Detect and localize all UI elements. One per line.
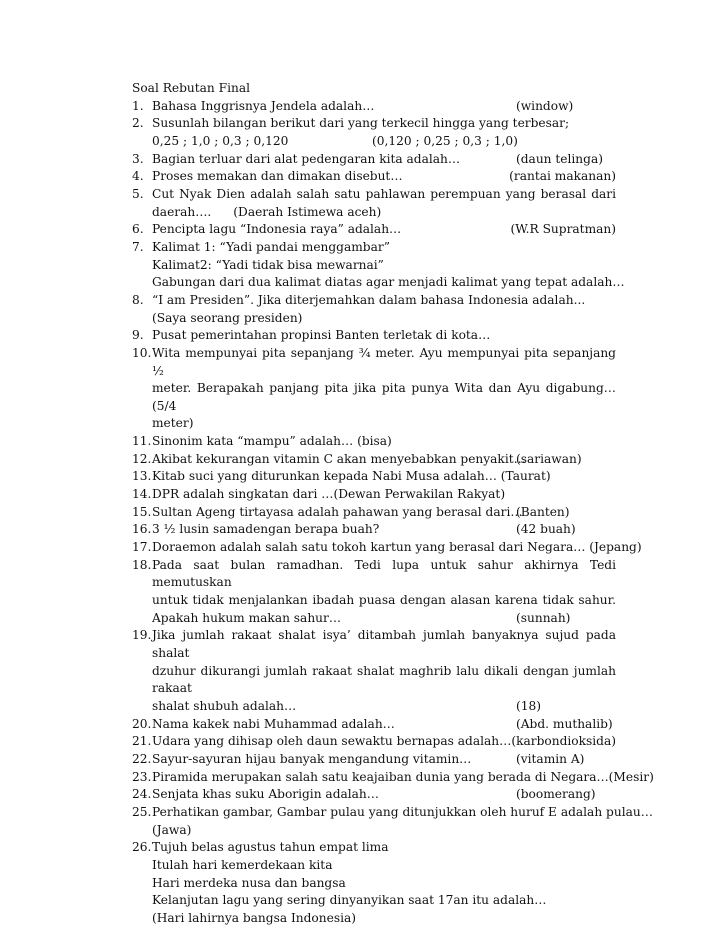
- question-17: [132, 539, 642, 557]
- question-22: [132, 751, 616, 769]
- question-number: 4.: [132, 169, 144, 184]
- question-text: “I am Presiden”. Jika diterjemahkan dalam bahasa Indonesia adalah...: [152, 292, 586, 307]
- question-number: 14.: [132, 487, 152, 502]
- question-number: 21.: [132, 734, 152, 749]
- question-14: [132, 486, 616, 504]
- question-15: [132, 504, 616, 522]
- lyric-line-1: Tujuh belas agustus tahun empat lima: [152, 840, 389, 855]
- question-text: Perhatikan gambar, Gambar pulau yang ditunjukkan oleh huruf E adalah pulau…: [152, 804, 653, 819]
- answer-text: (Banten): [516, 504, 570, 519]
- question-8: [132, 292, 616, 327]
- question-text: Pada saat bulan ramadhan. Tedi lupa untuk sahur akhirnya Tedi memutuskan: [152, 557, 616, 590]
- question-text: DPR adalah singkatan dari …(Dewan Perwakilan Rakyat): [152, 487, 506, 502]
- question-3: [132, 151, 616, 169]
- question-text: Kelanjutan lagu yang sering dinyanyikan saat 17an itu adalah…: [152, 893, 547, 908]
- lyric-line-2: Itulah hari kemerdekaan kita: [152, 857, 333, 872]
- question-12: [132, 451, 616, 469]
- question-number: 12.: [132, 451, 152, 466]
- question-text-cont: daerah….: [152, 204, 212, 219]
- question-11: [132, 433, 616, 451]
- question-number: 25.: [132, 804, 152, 819]
- question-text: Akibat kekurangan vitamin C akan menyebabkan penyakit…: [152, 451, 526, 466]
- question-text: Nama kakek nabi Muhammad adalah…: [152, 716, 395, 731]
- answer-text: (42 buah): [516, 522, 576, 537]
- answer-text: (rantai makanan): [509, 169, 616, 184]
- answer-text: (W.R Supratman): [510, 222, 616, 237]
- question-text: Sinonim kata “mampu” adalah… (bisa): [152, 434, 392, 449]
- answer-text: (Abd. muthalib): [516, 716, 613, 731]
- question-text: Kitab suci yang diturunkan kepada Nabi Musa adalah… (Taurat): [152, 469, 551, 484]
- answer-text: (boomerang): [516, 787, 596, 802]
- answer-text: (sunnah): [516, 610, 571, 625]
- question-text: Bagian terluar dari alat pedengaran kita adalah…: [152, 151, 461, 166]
- question-text-cont: meter. Berapakah panjang pita jika pita punya Wita dan Ayu digabung… (5/4: [152, 381, 616, 413]
- question-number: 11.: [132, 434, 152, 449]
- question-number: 20.: [132, 716, 152, 731]
- question-text: Cut Nyak Dien adalah salah satu pahlawan perempuan yang berasal dari: [152, 186, 616, 201]
- question-text: Pusat pemerintahan propinsi Banten terletak di kota…: [152, 328, 491, 343]
- question-number: 7.: [132, 239, 144, 254]
- question-text: Doraemon adalah salah satu tokoh kartun yang berasal dari Negara… (Jepang): [152, 540, 642, 555]
- answer-text: (karbondioksida): [511, 734, 616, 749]
- question-text: Piramida merupakan salah satu keajaiban dunia yang berada di Negara…(Mesir): [152, 769, 654, 784]
- question-text: Jika jumlah rakaat shalat isya’ ditambah jumlah banyaknya sujud pada shalat: [152, 628, 616, 660]
- question-1: [132, 98, 616, 116]
- question-number: 8.: [132, 292, 144, 307]
- question-number: 23.: [132, 769, 152, 784]
- question-6: [132, 221, 616, 239]
- question-10: [132, 345, 616, 433]
- question-number: 5.: [132, 186, 144, 201]
- question-number: 19.: [132, 628, 152, 643]
- question-text-cont: dzuhur dikurangi jumlah rakaat shalat maghrib lalu dikali dengan jumlah rakaat: [152, 663, 616, 696]
- question-number: 24.: [132, 787, 152, 802]
- question-20: [132, 716, 616, 734]
- question-number: 26.: [132, 840, 152, 855]
- question-13: [132, 468, 616, 486]
- question-number: 22.: [132, 751, 152, 766]
- question-text-end: shalat shubuh adalah…: [152, 698, 297, 713]
- question-number: 18.: [132, 557, 152, 572]
- answer-text: (0,120 ; 0,25 ; 0,3 ; 1,0): [372, 133, 518, 148]
- question-text-end: Apakah hukum makan sahur…: [152, 610, 342, 625]
- question-text: 3 ½ lusin samadengan berapa buah?: [152, 522, 380, 537]
- answer-text: (Saya seorang presiden): [152, 310, 303, 325]
- question-21: [132, 733, 616, 751]
- question-19: [132, 627, 616, 715]
- question-18: [132, 557, 616, 628]
- question-number: 3.: [132, 151, 144, 166]
- question-text: Udara yang dihisap oleh daun sewaktu bernapas adalah…: [152, 734, 512, 749]
- question-23: [132, 769, 654, 787]
- question-5: [132, 186, 616, 221]
- question-25: [132, 804, 653, 839]
- question-text: Susunlah bilangan berikut dari yang terkecil hingga yang terbesar;: [152, 116, 570, 131]
- question-text-cont: untuk tidak menjalankan ibadah puasa dengan alasan karena tidak sahur.: [152, 593, 616, 608]
- document-content: [132, 80, 654, 928]
- question-number: 15.: [132, 504, 152, 519]
- question-2: [132, 115, 616, 150]
- document-title: Soal Rebutan Final: [132, 81, 251, 95]
- question-text: Pencipta lagu “Indonesia raya” adalah…: [152, 222, 402, 237]
- question-line-1: Kalimat 1: “Yadi pandai menggambar”: [152, 239, 390, 254]
- question-4: [132, 168, 616, 186]
- answer-text: (window): [516, 98, 574, 113]
- question-text: Sultan Ageng tirtayasa adalah pahawan yang berasal dari…: [152, 504, 523, 519]
- question-number: 1.: [132, 98, 144, 113]
- question-text: Senjata khas suku Aborigin adalah…: [152, 787, 379, 802]
- question-list: [132, 98, 654, 928]
- question-line-2: Kalimat2: “Yadi tidak bisa mewarnai”: [152, 257, 384, 272]
- question-24: [132, 786, 616, 804]
- question-text: Sayur-sayuran hijau banyak mengandung vitamin…: [152, 751, 472, 766]
- question-numbers: 0,25 ; 1,0 ; 0,3 ; 0,120: [152, 133, 289, 148]
- answer-text: (daun telinga): [516, 151, 603, 166]
- question-9: [132, 327, 616, 345]
- question-text: Proses memakan dan dimakan disebut…: [152, 169, 403, 184]
- question-text: Wita mempunyai pita sepanjang ¾ meter. Ayu mempunyai pita sepanjang ½: [152, 345, 616, 378]
- question-number: 2.: [132, 116, 144, 131]
- question-text: Bahasa Inggrisnya Jendela adalah…: [152, 98, 375, 113]
- question-number: 10.: [132, 345, 152, 360]
- question-number: 6.: [132, 222, 144, 237]
- answer-text: (18): [516, 698, 542, 713]
- lyric-line-3: Hari merdeka nusa dan bangsa: [152, 875, 346, 890]
- question-line-3: Gabungan dari dua kalimat diatas agar menjadi kalimat yang tepat adalah…: [152, 275, 625, 290]
- question-number: 13.: [132, 469, 152, 484]
- answer-text: (Hari lahirnya bangsa Indonesia): [152, 910, 357, 925]
- question-number: 17.: [132, 540, 152, 555]
- question-26: [132, 839, 616, 927]
- answer-text: (Jawa): [152, 822, 192, 837]
- question-text-end: meter): [152, 416, 194, 431]
- answer-text: (vitamin A): [516, 751, 585, 766]
- question-7: [132, 239, 625, 292]
- question-number: 9.: [132, 328, 144, 343]
- question-16: [132, 521, 616, 539]
- answer-text: (sariawan): [516, 451, 582, 466]
- question-number: 16.: [132, 522, 152, 537]
- answer-text: (Daerah Istimewa aceh): [233, 204, 382, 219]
